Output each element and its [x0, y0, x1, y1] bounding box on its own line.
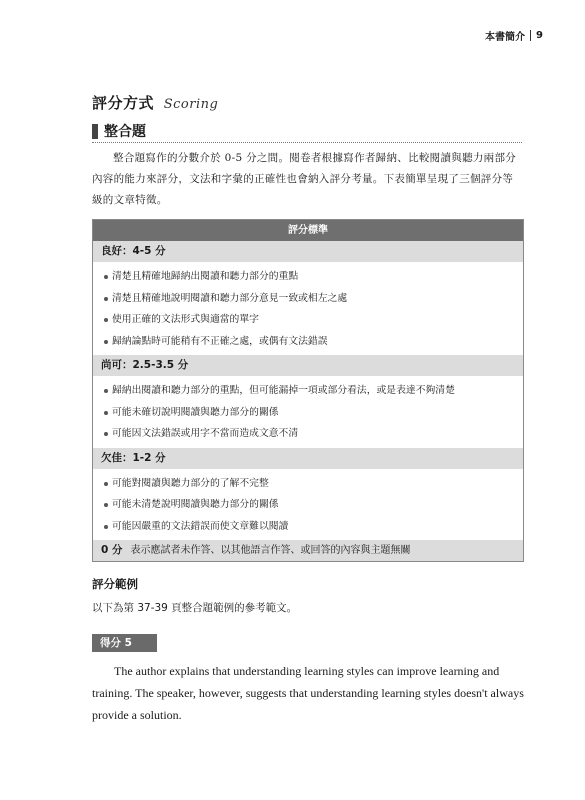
criteria-table: [92, 219, 524, 562]
criteria-item: 使用正確的文法形式與適當的單字: [93, 309, 523, 331]
criteria-item: 可能未確切說明閱讀與聽力部分的關係: [93, 402, 523, 424]
criteria-item: 歸納論點時可能稍有不正確之處，或偶有文法錯誤: [93, 331, 523, 353]
level-items-poor: [93, 469, 523, 541]
intro-paragraph: 整合題寫作的分數介於 0-5 分之間。閱卷者根據寫作者歸納、比較閱讀與聽力兩部分內容的能力來評分，文法和字彙的正確性也會納入評分考量。下表簡單呈現了三個評分等級的文章特徵。: [92, 152, 517, 206]
criteria-item: 可能未清楚說明閱讀與聽力部分的關係: [93, 494, 523, 516]
criteria-item: 清楚且精確地說明閱讀和聽力部分意見一致或相左之處: [93, 288, 523, 310]
level-heading-poor: 欠佳：1-2 分: [93, 448, 523, 469]
level-items-fair: [93, 376, 523, 448]
section-title-en: Scoring: [163, 97, 219, 112]
subsection-heading: [92, 120, 522, 143]
level-items-good: [93, 262, 523, 355]
sample-essay: The author explains that understanding learning styles can improve learning and training. The speaker, however, suggests that understanding learning styles doesn't always provide a solution.: [92, 664, 524, 722]
running-header: [485, 28, 543, 43]
zero-score-label: 0 分: [101, 544, 123, 556]
sample-description: 以下為第 37-39 頁整合題範例的參考範文。: [92, 602, 298, 614]
page-number: 9: [536, 30, 543, 41]
criteria-item: 歸納出閱讀和聽力部分的重點，但可能漏掉一項或部分看法，或是表達不夠清楚: [93, 380, 523, 402]
level-heading-fair: 尚可：2.5-3.5 分: [93, 355, 523, 376]
zero-score-text: 表示應試者未作答、以其他語言作答、或回答的內容與主題無關: [130, 545, 411, 556]
criteria-item: 可能因嚴重的文法錯誤而使文章難以閱讀: [93, 516, 523, 538]
zero-score-row: [93, 540, 523, 561]
section-title-zh: 評分方式: [92, 94, 155, 112]
sample-title: 評分範例: [92, 577, 138, 591]
criteria-item: 可能對閱讀與聽力部分的了解不完整: [93, 473, 523, 495]
header-divider: [530, 30, 531, 41]
criteria-item: 清楚且精確地歸納出閱讀和聽力部分的重點: [93, 266, 523, 288]
level-heading-good: 良好：4-5 分: [93, 241, 523, 262]
score-badge: 得分 5: [92, 634, 157, 652]
subsection-marker: [92, 124, 98, 139]
criteria-table-header: 評分標準: [93, 220, 523, 241]
criteria-item: 可能因文法錯誤或用字不當而造成文意不清: [93, 423, 523, 445]
section-title: [92, 92, 218, 113]
header-section-label: 本書簡介: [485, 32, 526, 43]
subsection-title: 整合題: [104, 124, 146, 140]
